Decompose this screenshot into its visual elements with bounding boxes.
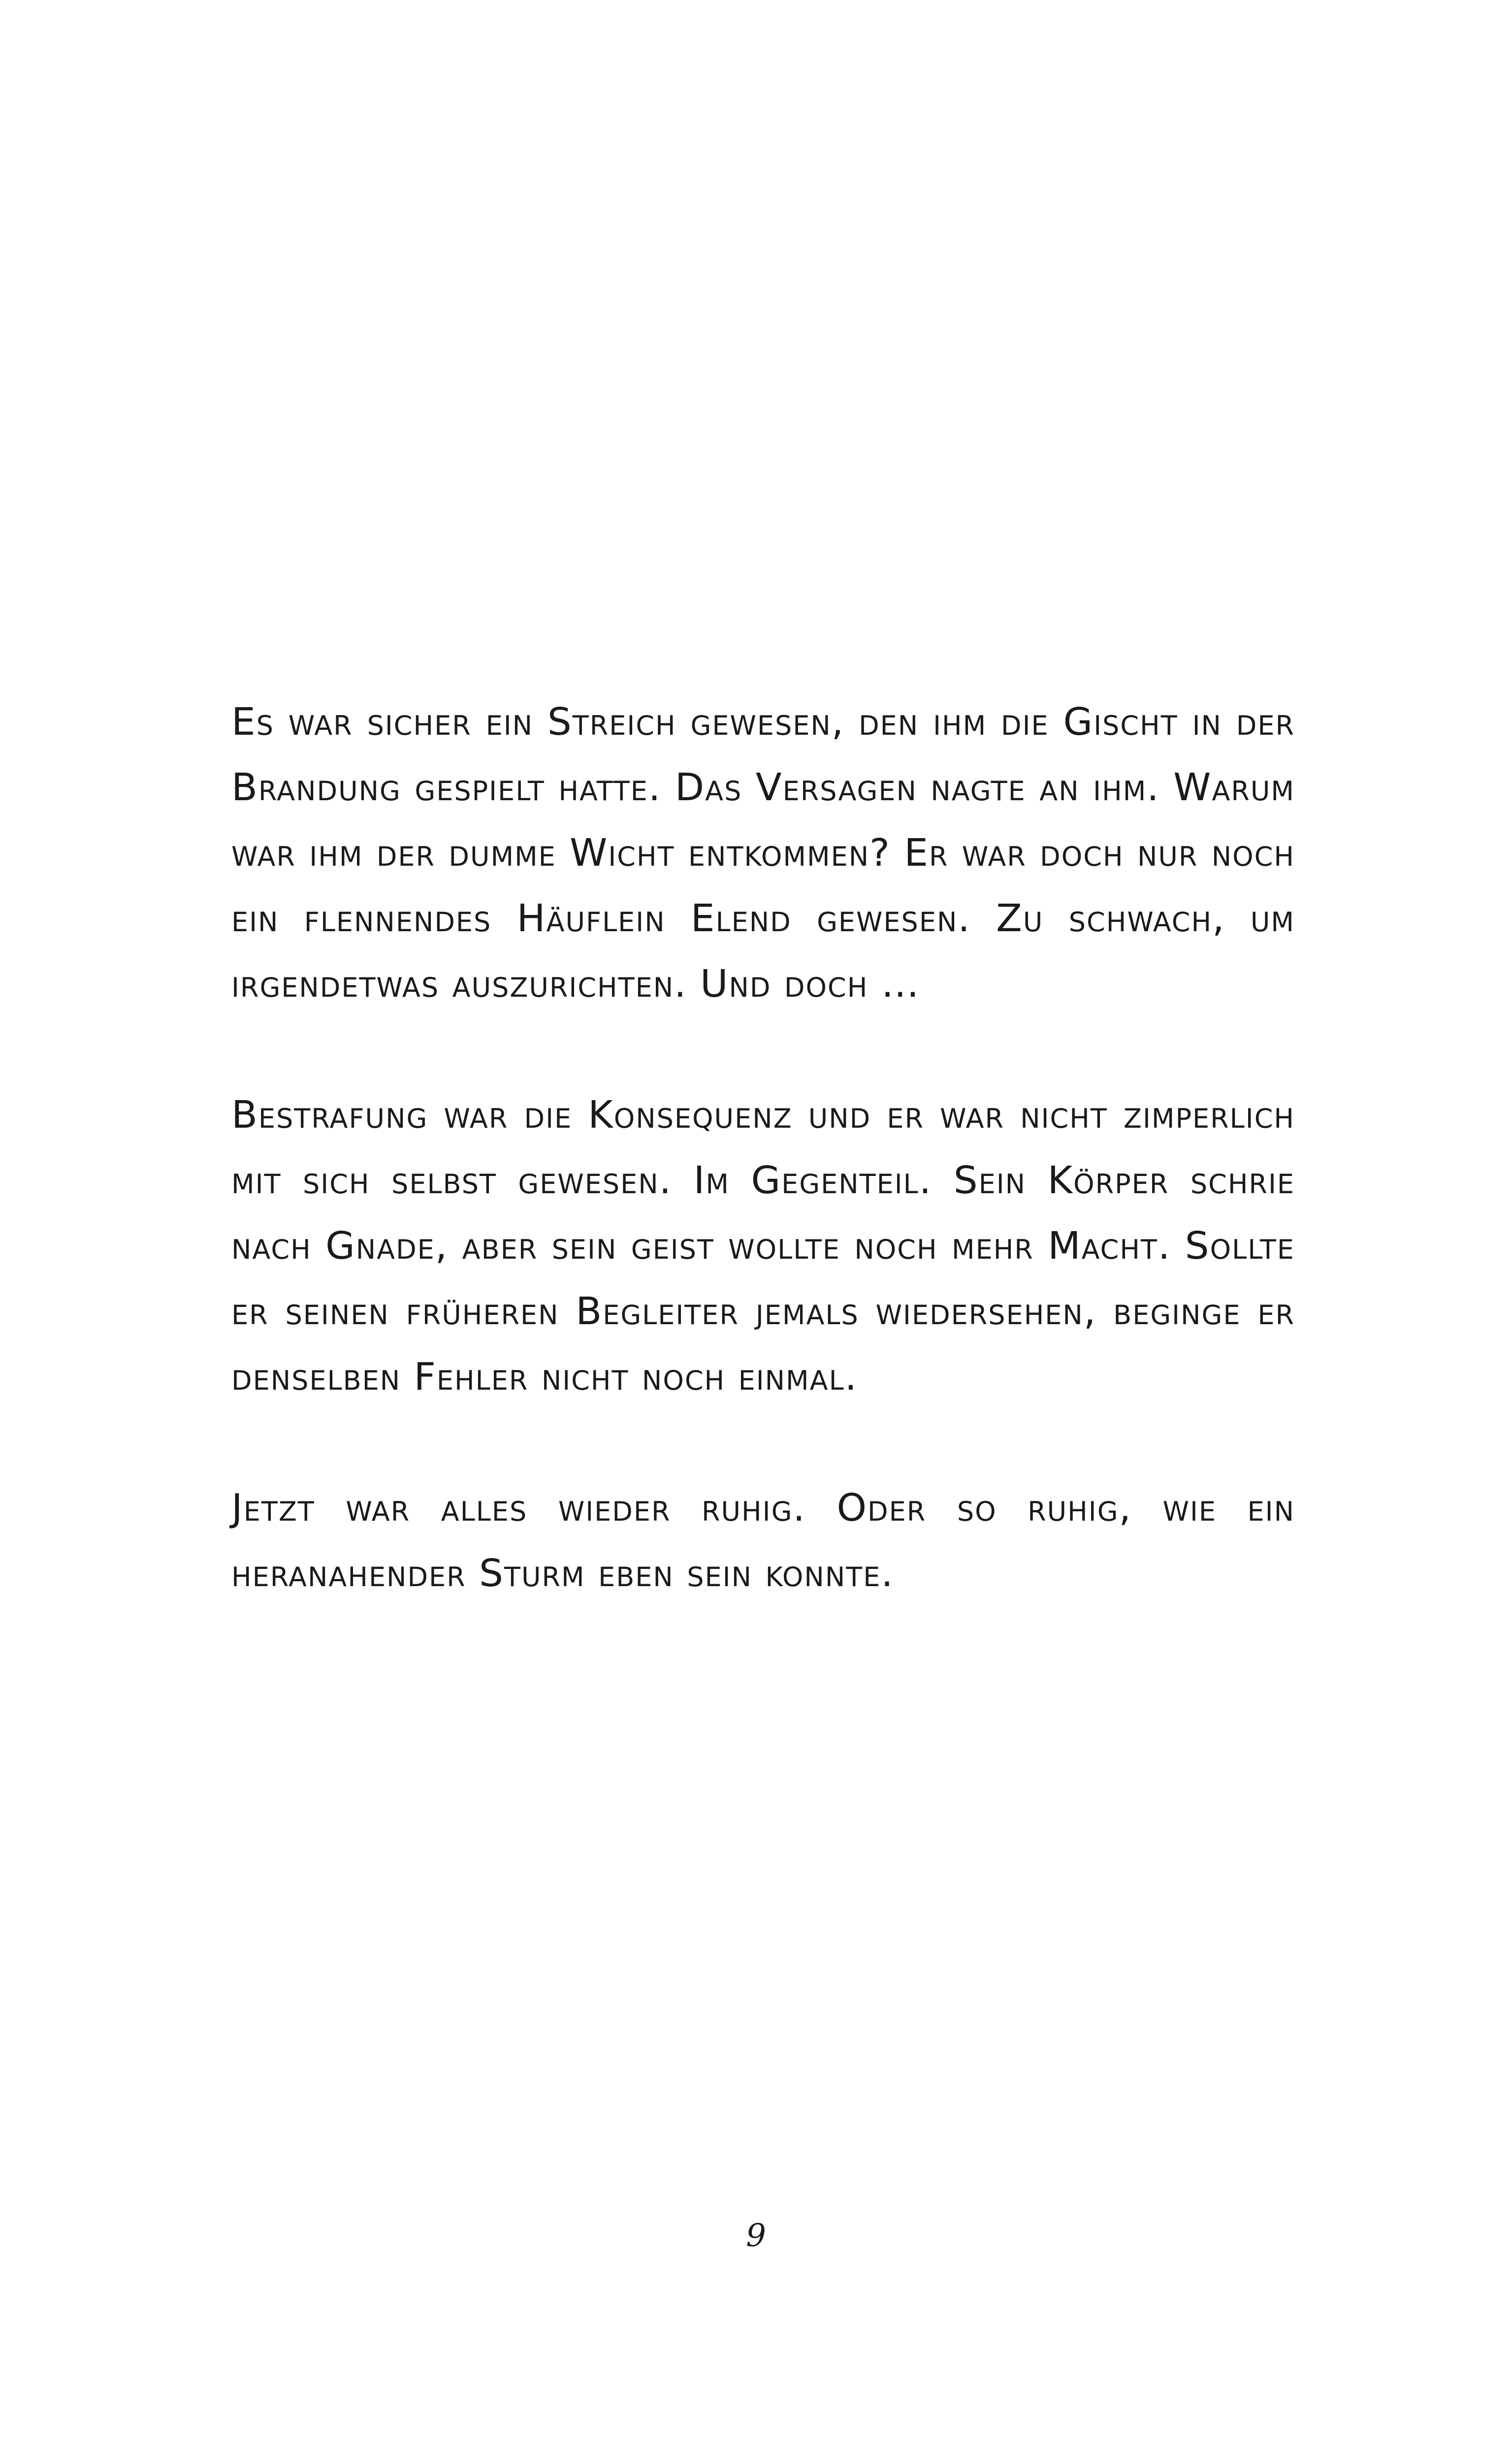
body-text (231, 689, 1295, 1606)
paragraph-2: Bestrafung war die Konsequenz und er war nicht zimperlich mit sich selbst gewesen. Im Gegenteil. Sein Körper schrie nach Gnade, aber sein geist wollte noch mehr Macht. Sollte er seinen früheren Begleiter jemals wiedersehen, beginge er denselben Fehler nicht noch einmal. (231, 1093, 1295, 1399)
paragraph-3: Jetzt war alles wieder ruhig. Oder so ruhig, wie ein heranahender Sturm eben sein konnte. (231, 1486, 1295, 1596)
paragraph-1: Es war sicher ein Streich gewesen, den ihm die Gischt in der Brandung gespielt hatte. Das Versagen nagte an ihm. Warum war ihm der dumme Wicht entkommen? Er war doch nur noch ein flennendes Häuflein Elend gewesen. Zu schwach, um irgendetwas auszurichten. Und doch … (231, 700, 1295, 1006)
page-number: 9 (746, 2217, 766, 2254)
